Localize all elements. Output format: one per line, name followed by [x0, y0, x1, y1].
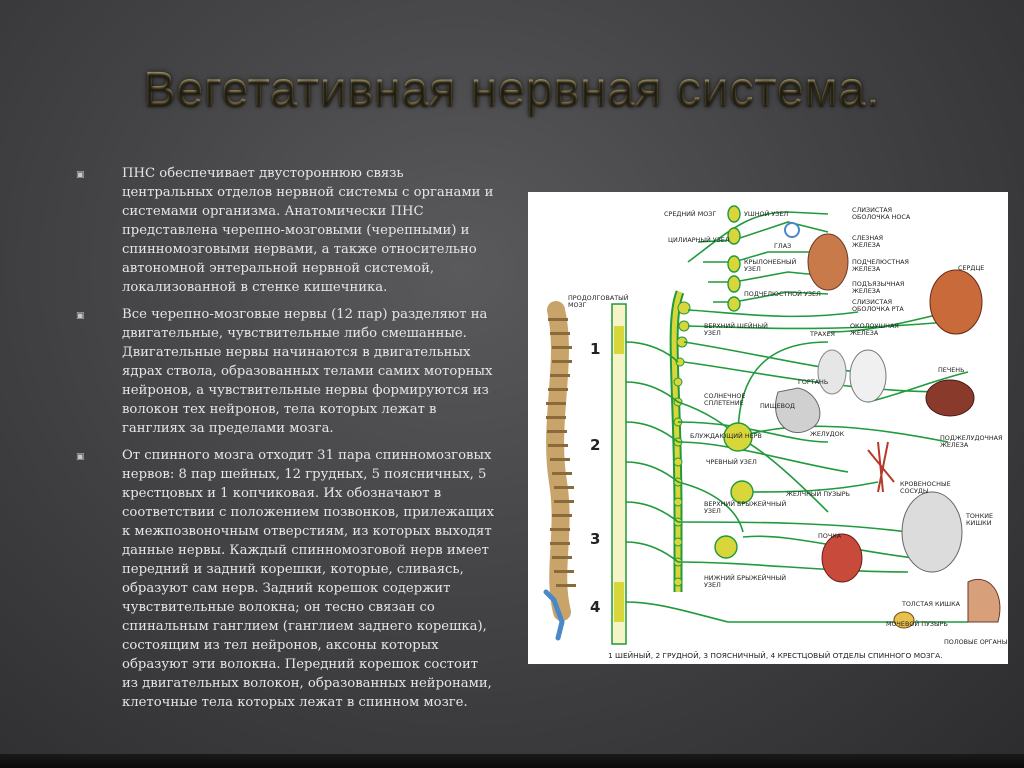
label: ПОДЧЕЛЮСТНАЯ [852, 258, 909, 266]
bullet-item [74, 305, 498, 438]
label: ПРОДОЛГОВАТЫЙ [568, 294, 629, 302]
label: ПОДЪЯЗЫЧНАЯ [852, 280, 905, 288]
label: СПЛЕТЕНИЕ [704, 399, 744, 407]
label: ЧРЕВНЫЙ УЗЕЛ [706, 458, 757, 466]
label: ВЕРХНИЙ БРЫЖЕЙЧНЫЙ [704, 500, 787, 508]
label: ПОДЧЕЛЮСТНОЙ УЗЕЛ [744, 290, 821, 298]
label: ПОЧКА [818, 532, 842, 540]
label: ЖЕЛЧНЫЙ ПУЗЫРЬ [786, 490, 851, 498]
label: ПОДЖЕЛУДОЧНАЯ [940, 434, 1003, 442]
label: СЛЕЗНАЯ [852, 234, 884, 242]
square-bullet-icon: ▣ [76, 311, 85, 321]
label: ЖЕЛЕЗА [852, 265, 881, 273]
label: ЖЕЛЕЗА [852, 241, 881, 249]
label: СЕРДЦЕ [958, 264, 985, 272]
label: УЗЕЛ [704, 507, 721, 515]
bullet-text: От спинного мозга отходит 31 пара спинномозговых нервов: 8 пар шейных, 12 грудных, 5 поясничных, 5 крестцовых и 1 копчиковая. Их обозначают в соответствии с положением позвонков, прилежащих к межпозвоночным отверстиям, из которых выходят данные нервы. Каждый спинномозговой нерв имеет передний и задний корешки, которые, сливаясь, образуют сам нерв. Задний корешок содержит чувствительные волокна; он тесно связан со спинальным ганглием (ганглием заднего корешка), состоящим из тел нейронов, аксоны которых образуют эти волокна. Передний корешок состоит из двигательных волокон, образованных нейронами, клеточные тела которых лежат в спинном мозге. [122, 448, 495, 710]
label: ПИЩЕВОД [760, 402, 796, 410]
label: УЗЕЛ [704, 581, 721, 589]
region-number: 3 [590, 530, 601, 548]
label: УЗЕЛ [744, 265, 761, 273]
slide-body [74, 164, 498, 720]
label: ТОЛСТАЯ КИШКА [902, 600, 961, 608]
label: МОЗГ [568, 301, 587, 309]
bottom-frame-strip [0, 754, 1024, 768]
square-bullet-icon: ▣ [76, 452, 85, 462]
spinal-cord [612, 292, 690, 644]
label: БЛУЖДАЮЩИЙ НЕРВ [690, 432, 762, 440]
diagram-caption: 1 ШЕЙНЫЙ, 2 ГРУДНОЙ, 3 ПОЯСНИЧНЫЙ, 4 КРЕСТЦОВЫЙ ОТДЕЛЫ СПИННОГО МОЗГА. [608, 651, 943, 660]
bullet-text: ПНС обеспечивает двустороннюю связь центральных отделов нервной системы с органами и системами организма. Анатомически ПНС представлена черепно-мозговыми (черепными) и спинномозговыми нервами, а также относительно автономной энтеральной нервной системой, локализованной в стенке кишечника. [122, 166, 494, 295]
bullet-item [74, 164, 498, 297]
region-number: 2 [590, 436, 601, 454]
diagram-svg [528, 192, 1008, 664]
label: ТРАХЕЯ [810, 330, 835, 338]
bullet-text: Все черепно-мозговые нервы (12 пар) разделяют на двигательные, чувствительные либо смешанные. Двигательные нервы начинаются в двигательных ядрах ствола, образованных телами самих моторных нейронов, а чувствительные нервы формируются из волокон тех нейронов, тела которых лежат в ганглиях за пределами мозга. [122, 307, 493, 436]
label: СЛИЗИСТАЯ [852, 298, 893, 306]
label: КИШКИ [966, 519, 992, 527]
spine-illustration [546, 310, 576, 638]
label: УЗЕЛ [704, 329, 721, 337]
region-numbers [590, 340, 600, 616]
label: НИЖНИЙ БРЫЖЕЙЧНЫЙ [704, 574, 787, 582]
label: ЖЕЛЕЗА [850, 329, 879, 337]
label: УШНОЙ УЗЕЛ [744, 210, 789, 218]
bullet-item [74, 446, 498, 712]
region-number: 1 [590, 340, 601, 358]
region-number: 4 [590, 598, 601, 616]
label: ГЛАЗ [774, 242, 792, 250]
label: СЛИЗИСТАЯ [852, 206, 893, 214]
label: ОБОЛОЧКА НОСА [852, 213, 911, 221]
label: ЖЕЛЕЗА [940, 441, 969, 449]
label: СОЛНЕЧНОЕ [704, 392, 746, 400]
label: ПОЛОВЫЕ ОРГАНЫ [944, 638, 1008, 646]
square-bullet-icon: ▣ [76, 170, 85, 180]
label: ОКОЛОУШНАЯ [850, 322, 899, 330]
label: ТОНКИЕ [966, 512, 994, 520]
label: ПЕЧЕНЬ [938, 366, 965, 374]
label: ГОРТАНЬ [798, 378, 829, 386]
label: СОСУДЫ [900, 487, 929, 495]
label: ЖЕЛЕЗА [852, 287, 881, 295]
label: СРЕДНИЙ МОЗГ [664, 210, 717, 218]
label: КРОВЕНОСНЫЕ [900, 480, 951, 488]
label: МОЧЕВОЙ ПУЗЫРЬ [886, 620, 948, 628]
label: ЖЕЛУДОК [810, 430, 845, 438]
label: ОБОЛОЧКА РТА [852, 305, 904, 313]
label: ЦИЛИАРНЫЙ УЗЕЛ [668, 236, 730, 244]
label: ВЕРХНИЙ ШЕЙНЫЙ [704, 322, 768, 330]
slide-title: Вегетативная нервная система. [0, 62, 1024, 117]
autonomic-nervous-system-diagram [528, 192, 1008, 664]
label: КРЫЛОНЕБНЫЙ [744, 258, 797, 266]
